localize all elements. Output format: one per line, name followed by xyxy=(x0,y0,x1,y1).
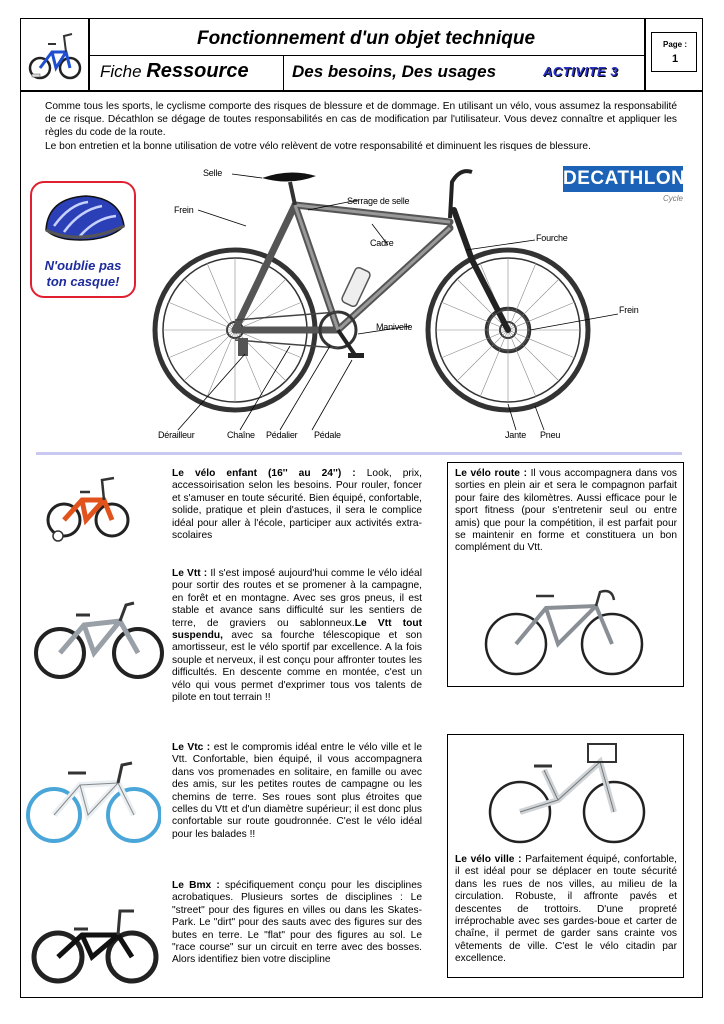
bmx-bike-image xyxy=(30,905,160,990)
label-derailleur: Dérailleur xyxy=(158,430,195,440)
vtc-bike-image xyxy=(26,755,161,850)
page-number: 1 xyxy=(671,53,679,65)
helmet-reminder: N'oublie pas ton casque! xyxy=(44,258,122,289)
header-fiche-divider xyxy=(283,55,284,90)
header-right-divider xyxy=(644,18,646,90)
label-frein-right: Frein xyxy=(619,305,639,315)
intro-paragraph-1: Comme tous les sports, le cyclisme comporte des risques de blessure et de dommage. En utilisant un vélo, vous assumez la responsabilité de ce risque. Décathlon se dégage de toutes responsabilités en cas de modification par l'utilisateur. Vous devez connaître et appliquer les règles du code de la route. xyxy=(45,101,677,139)
page-title: Fonctionnement d'un objet technique xyxy=(196,28,536,49)
fiche-label: Fiche Ressource xyxy=(100,60,249,82)
label-chaine: Chaîne xyxy=(227,430,255,440)
label-jante: Jante xyxy=(505,430,527,440)
vtc-description: Le Vtc : est le compromis idéal entre le vélo ville et le Vtt. Confortable, bien équipé, il vous accompagnera dans vos promenades en solitaire, en famille ou avec des amis, sur les petites routes de campagne ou les chemins de terre. Ses roues sont plus étroites que celles du Vtt et d'un diamètre supérieur; il est donc plus confortable sur route goudronnée. C'est le vélo idéal pour les balades !! xyxy=(172,742,422,840)
label-manivelle: Manivelle xyxy=(376,322,413,332)
fiche-word: Ressource xyxy=(146,60,249,82)
vtt-title: Le Vtt : xyxy=(172,568,208,579)
header-bottom-rule xyxy=(20,90,703,92)
decathlon-logo: DECATHLON Cycle xyxy=(563,168,686,203)
route-description: Le vélo route : Il vous accompagnera dans vos sorties en plein air et sera le compagnon parfait pour faire des kilomètres. Aussi efficace pour le sport fitness (pour s'entretenir seul ou entre amis) que pour la compétition, il est parfait pour se maintenir en forme et constituera un bon complément du Vtt. xyxy=(455,468,677,554)
helmet-image xyxy=(40,190,128,250)
activity-label: ACTIVITE 3 xyxy=(543,64,619,79)
label-pedale: Pédale xyxy=(314,430,341,440)
subtitle: Des besoins, Des usages xyxy=(292,62,497,81)
vtt-bike-image xyxy=(34,595,164,685)
label-selle: Selle xyxy=(203,168,223,178)
vtt-suspended-title: Le Vtt tout suspendu, xyxy=(172,617,422,642)
ville-title: Le vélo ville : xyxy=(455,854,522,865)
bmx-title: Le Bmx : xyxy=(172,880,220,891)
intro-paragraph-2: Le bon entretien et la bonne utilisation de votre vélo relèvent de votre responsabilité et diminuent les risques de blessure. xyxy=(45,140,591,152)
ville-description: Le vélo ville : Parfaitement équipé, confortable, il est idéal pour se déplacer en toute sécurité dans les rues de nos villes, au milieu de la circulation. Robuste, il affronte pavés et descentes de trottoirs. D'une propreté irréprochable avec ses gardes-boue et carter de chaîne, il permet de garder sans crainte vos vêtements de ville. C'est le vélo citadin par excellence. xyxy=(455,854,677,965)
kids-bike-image xyxy=(44,470,134,545)
section-separator xyxy=(36,452,682,455)
enfant-description: Le vélo enfant (16'' au 24'') : Look, prix, accessoirisation selon les besoins. Pour rouler, foncer et s'amuser en toute sécurité. Bien équipé, confortable, solide, pratique et plein d'astuces, il sera le complice idéal pour aller à l'école, participer aux activités extra-scolaires xyxy=(172,468,422,542)
intro-text xyxy=(45,100,677,153)
city-bike-image xyxy=(488,740,648,850)
vtc-title: Le Vtc : xyxy=(172,742,211,753)
header-mid-rule xyxy=(88,55,644,56)
label-cadre: Cadre xyxy=(370,238,394,248)
road-bike-image xyxy=(484,582,644,682)
vtt-description: Le Vtt : Il s'est imposé aujourd'hui comme le vélo idéal pour sortir des routes et se promener à la campagne, en forêt et en montagne. Avec ses gros pneus, il est stable et avance sans difficulté sur les sentiers de terre, de graviers ou sablonneux.Le Vtt tout suspendu, avec sa fourche télescopique et son amortisseur, est le vélo sportif par excellence. A la fois souple et nerveux, il est conçu pour affronter toutes les difficultés. En descente comme en montée, c'est un vélo qui vous permet d'exprimer tous vos talents de pilote en tout terrain !! xyxy=(172,568,422,704)
label-frein-left: Frein xyxy=(174,205,194,215)
bmx-description: Le Bmx : spécifiquement conçu pour les disciplines acrobatiques. Plusieurs sortes de disciplines : Le "street" pour des figures en villes ou dans les Skates-Park. Le "dirt" pour des sauts avec des figures sur des butes en terre. Le "flat" pour des figures au sol. Le "race course" sur un circuit en terre avec des bosses. Alors identifiez bien votre discipline xyxy=(172,880,422,966)
label-serrage-de-selle: Serrage de selle xyxy=(347,196,410,206)
label-pedalier: Pédalier xyxy=(266,430,298,440)
page-number-box xyxy=(651,32,697,72)
label-fourche: Fourche xyxy=(536,233,568,243)
kid-bike-logo xyxy=(26,24,84,84)
route-title: Le vélo route : xyxy=(455,468,527,479)
label-pneu: Pneu xyxy=(540,430,561,440)
enfant-title: Le vélo enfant (16'' au 24'') : xyxy=(172,468,356,479)
page-label: Page : xyxy=(662,40,687,49)
